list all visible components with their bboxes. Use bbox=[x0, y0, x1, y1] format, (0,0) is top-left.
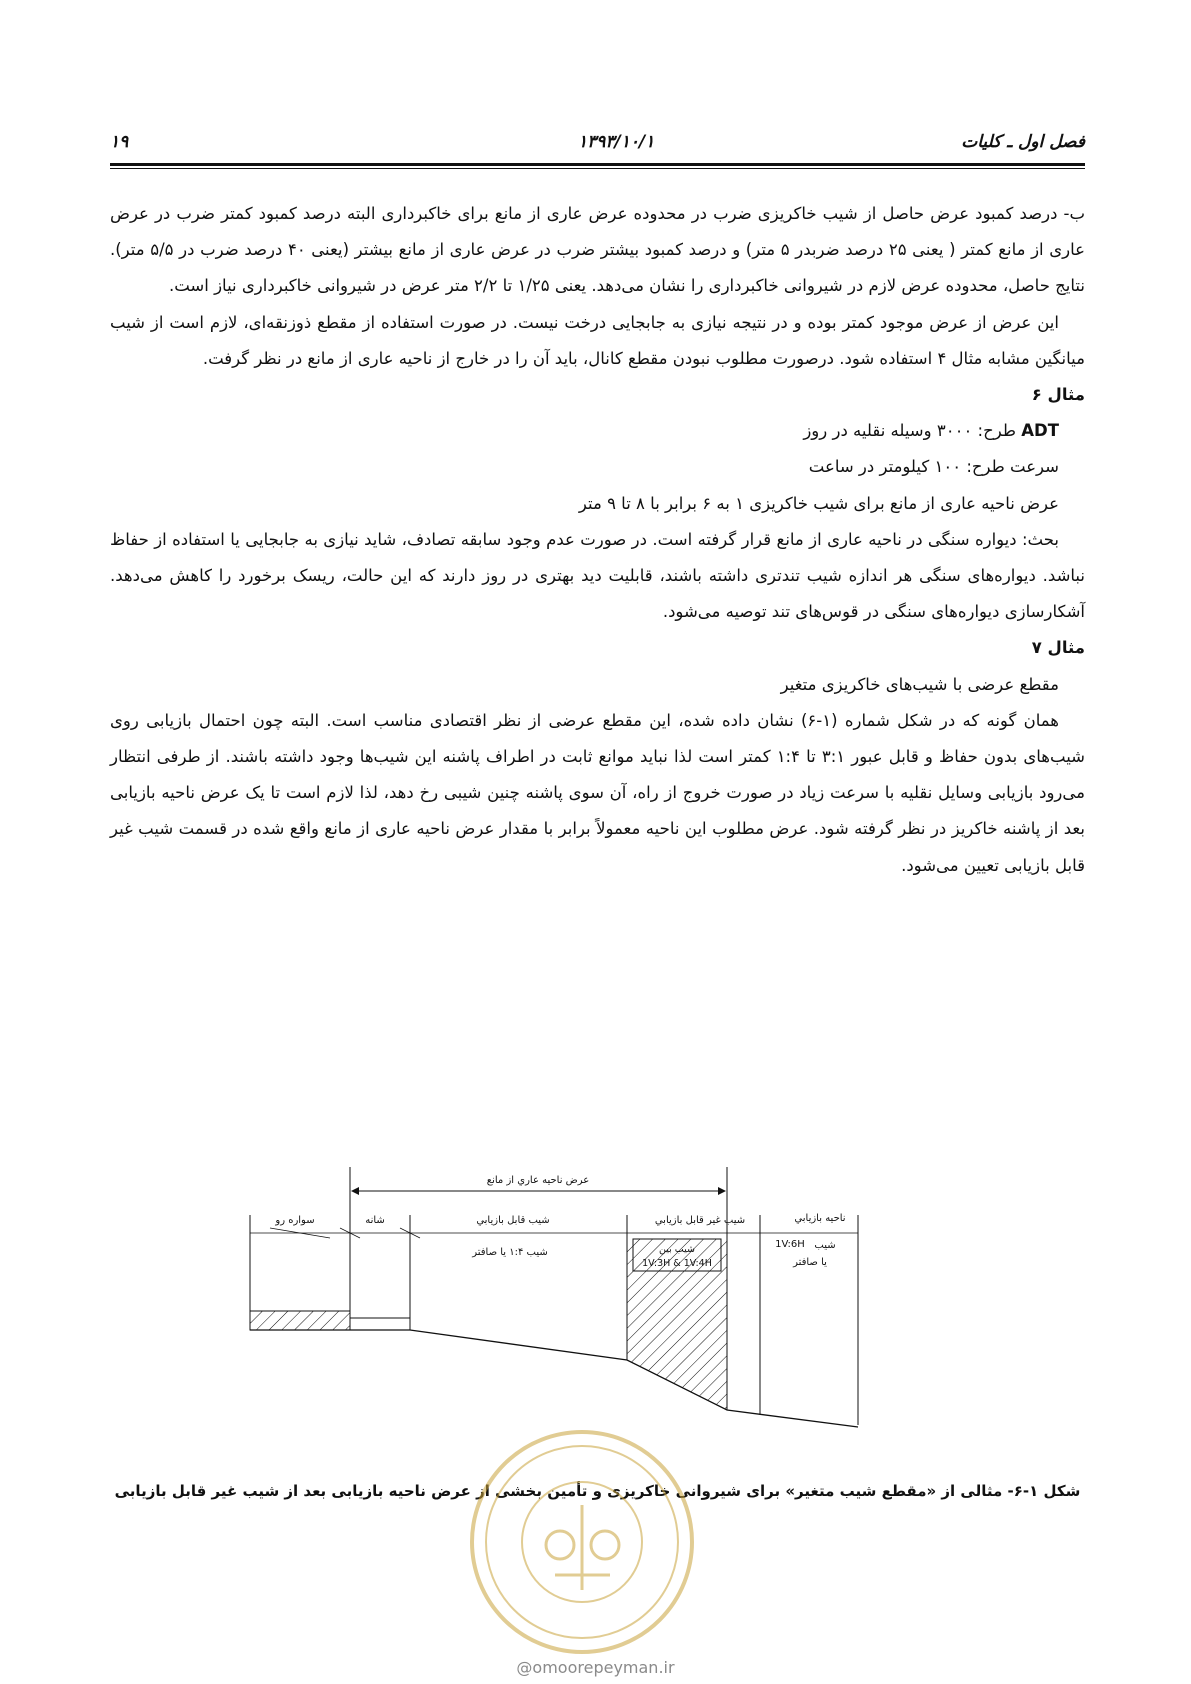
caption-prefix: شکل ۱-۶- مثالی از «مقطع شیب متغیر» برای شیروانی خاکریزی و تأمین بخشی از bbox=[470, 1482, 1081, 1500]
zone-recoverable-label: شيب قابل بازيابي bbox=[476, 1215, 550, 1226]
recovery-note-2: يا صافتر bbox=[793, 1257, 827, 1268]
example-6-adt bbox=[110, 413, 1085, 449]
clear-zone-label: عرض ناحيه عاري از مانع bbox=[486, 1175, 590, 1186]
recovery-note-1: شيب bbox=[814, 1240, 836, 1251]
header-rule-thick bbox=[110, 163, 1085, 166]
recovery-slope-value: 1V:6H bbox=[775, 1239, 805, 1250]
example-6-title: مثال ۶ bbox=[1031, 385, 1085, 405]
example-6-speed: سرعت طرح: ۱۰۰ کیلومتر در ساعت bbox=[808, 457, 1059, 477]
recoverable-slope-note: شيب ۱:۴ يا صافتر bbox=[472, 1247, 548, 1258]
example-6-width: عرض ناحیه عاری از مانع برای شیب خاکریزی ۱ به ۶ برابر با ۸ تا ۹ متر bbox=[578, 493, 1059, 513]
paragraph-b: ب- درصد کمبود عرض حاصل از شیب خاکریزی ضرب در محدوده عرض عاری از مانع برای خاکبرداری البته درصد کمبود کمتر ضرب در عرض عاری از مانع کمتر ( یعنی ۲۵ درصد ضربدر ۵ متر) و درصد کمبود بیشتر ضرب در عرض عاری از مانع بیشتر (یعنی ۴۰ درصد ضرب در ۵/۵ متر). نتایج حاصل، محدوده عرض لازم در شیروانی خاکبرداری را نشان می‌دهد. یعنی ۱/۲۵ تا ۲/۲ متر عرض در شیروانی خاکبرداری نیاز است. bbox=[110, 204, 1086, 296]
travelway-pavement bbox=[250, 1311, 350, 1330]
adt-text: طرح: ۳۰۰۰ وسیله نقلیه در روز bbox=[803, 421, 1017, 441]
header-date: ۱۳۹۳/۱۰/۱ bbox=[578, 132, 655, 152]
page-body bbox=[110, 196, 1085, 884]
zone-nonrecoverable-label: شيب غير قابل بازيابي bbox=[654, 1215, 746, 1226]
seal-stamp bbox=[465, 1425, 700, 1660]
shoulder-pavement bbox=[350, 1318, 410, 1330]
ground-profile bbox=[250, 1330, 858, 1427]
zone-shoulder-label: شانه bbox=[365, 1215, 385, 1226]
page-number: ۱۹ bbox=[110, 132, 129, 152]
example-6-discussion: بحث: دیواره سنگی در ناحیه عاری از مانع قرار گرفته است. در صورت عدم وجود سابقه تصادف، شاید نیازی به جابجایی یا استفاده از حفاظ نباشد. دیواره‌های سنگی هر اندازه شیب تندتری داشته باشند، قابلیت دید بهتری در روز دارند که این حالت، ریسک برخورد را کاهش می‌دهد. آشکارسازی دیواره‌های سنگی در قوس‌های تند توصیه می‌شود. bbox=[110, 529, 1085, 622]
paragraph-tree: این عرض از عرض موجود کمتر بوده و در نتیجه نیازی به جابجایی درخت نیست. در صورت استفاده از مقطع ذوزنقه‌ای، لازم است از شیب میانگین مشابه مثال ۴ استفاده شود. درصورت مطلوب نبودن مقطع کانال، باید آن را در خارج از ناحیه عاری از مانع در نظر گرفت. bbox=[110, 312, 1085, 368]
example-7-text: همان گونه که در شکل شماره (۱-۶) نشان داده شده، این مقطع عرضی از نظر اقتصادی مناسب است. البته چون احتمال بازیابی روی شیب‌های بدون حفاظ و قابل عبور ۳:۱ تا ۱:۴ کمتر است لذا نباید موانع ثابت در اطراف پاشنه این شیب‌ها وجود داشته باشند. از طرفی انتظار می‌رود بازیابی وسایل نقلیه با سرعت زیاد در صورت خروج از راه، آن سوی پاشنه چنین شیبی رخ دهد، لذا لازم است تا یک عرض ناحیه بازیابی بعد از پاشنه خاکریز در نظر گرفته شود. عرض مطلوب این ناحیه معمولاً برابر با مقدار عرض ناحیه عاری از مانع واقع شده در قسمت شیب غیر قابل بازیابی تعیین می‌شود. bbox=[110, 710, 1086, 875]
adt-label: ADT bbox=[1021, 421, 1059, 441]
header-rule-thin bbox=[110, 168, 1085, 169]
example-7-title: مثال ۷ bbox=[1031, 638, 1085, 658]
cross-section-diagram bbox=[240, 1155, 955, 1455]
chapter-title: فصل اول ـ کلیات bbox=[961, 132, 1085, 152]
cross-section-figure bbox=[240, 1155, 955, 1455]
example-7-subtitle: مقطع عرضی با شیب‌های خاکریزی متغیر bbox=[780, 674, 1059, 694]
zone-recovery-label: ناحيه بازيابي bbox=[794, 1213, 846, 1224]
website-watermark: @omoorepeyman.ir bbox=[516, 1658, 675, 1677]
zone-travelway-label: سواره رو bbox=[275, 1215, 315, 1226]
page-header bbox=[110, 128, 1085, 158]
caption-bold: عرض ناحیه بازیابی بعد از شیب غیر قابل بازیابی bbox=[114, 1482, 471, 1500]
